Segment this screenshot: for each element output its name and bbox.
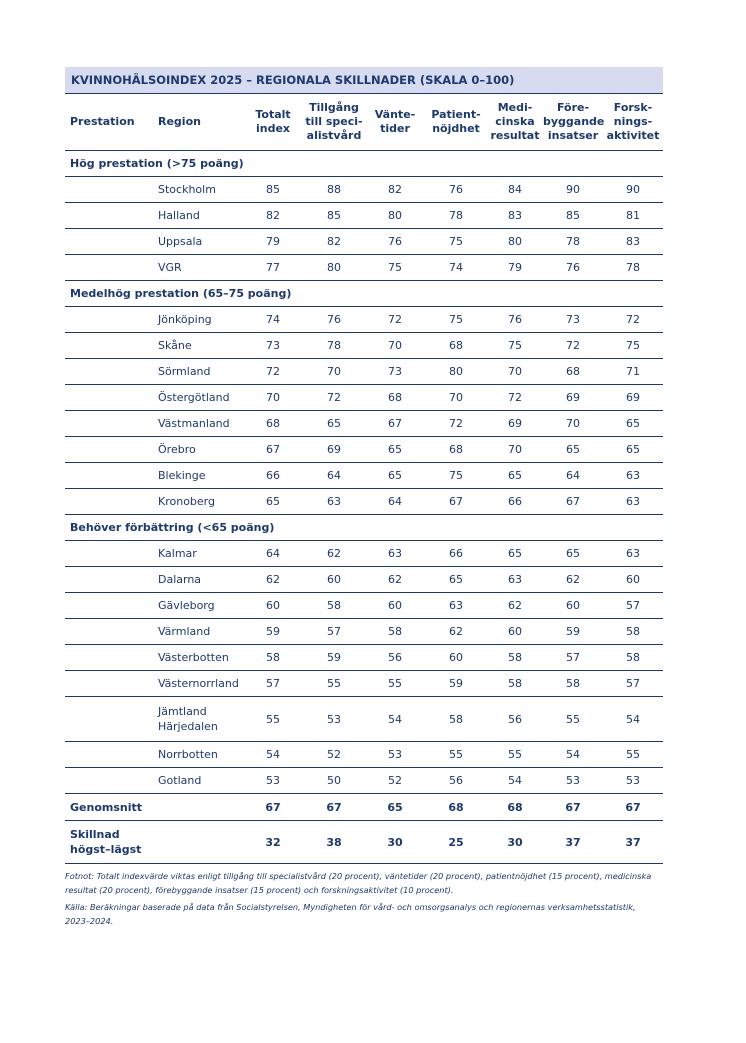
header-row: [65, 94, 663, 151]
value-cell: 62: [425, 619, 487, 645]
table-row: [65, 541, 663, 567]
prestation-cell: [65, 437, 153, 463]
prestation-cell: [65, 463, 153, 489]
index-table-container: [65, 67, 663, 864]
value-cell: 75: [425, 307, 487, 333]
region-cell: Jämtland Härjedalen: [153, 697, 243, 742]
value-cell: 67: [365, 411, 425, 437]
value-cell: 75: [365, 255, 425, 281]
value-cell: 66: [487, 489, 543, 515]
value-cell: 59: [543, 619, 603, 645]
value-cell: 63: [425, 593, 487, 619]
value-cell: 85: [543, 203, 603, 229]
header-prestation: Prestation: [65, 94, 153, 151]
header-col-2: Vänte- tider: [365, 94, 425, 151]
section-row: [65, 515, 663, 541]
region-cell: Uppsala: [153, 229, 243, 255]
value-cell: 55: [243, 697, 303, 742]
region-cell: Norrbotten: [153, 742, 243, 768]
section-row: [65, 151, 663, 177]
table-row: [65, 697, 663, 742]
header-region: Region: [153, 94, 243, 151]
value-cell: 78: [425, 203, 487, 229]
prestation-cell: [65, 593, 153, 619]
section-label: Behöver förbättring (<65 poäng): [65, 515, 663, 541]
value-cell: 75: [603, 333, 663, 359]
value-cell: 80: [487, 229, 543, 255]
value-cell: 63: [603, 463, 663, 489]
table-row: [65, 567, 663, 593]
value-cell: 74: [425, 255, 487, 281]
difference-value: 32: [243, 821, 303, 864]
value-cell: 55: [425, 742, 487, 768]
table-row: [65, 671, 663, 697]
value-cell: 58: [487, 645, 543, 671]
prestation-cell: [65, 307, 153, 333]
region-cell: Örebro: [153, 437, 243, 463]
region-cell: Västmanland: [153, 411, 243, 437]
value-cell: 65: [243, 489, 303, 515]
average-value: 68: [487, 794, 543, 821]
average-value: 65: [365, 794, 425, 821]
section-label: Medelhög prestation (65–75 poäng): [65, 281, 663, 307]
table-row: [65, 203, 663, 229]
header-col-5: Före- byggande insatser: [543, 94, 603, 151]
value-cell: 62: [365, 567, 425, 593]
value-cell: 68: [543, 359, 603, 385]
value-cell: 72: [425, 411, 487, 437]
value-cell: 54: [487, 768, 543, 794]
value-cell: 55: [365, 671, 425, 697]
region-cell: Halland: [153, 203, 243, 229]
value-cell: 72: [543, 333, 603, 359]
value-cell: 85: [303, 203, 365, 229]
region-cell: Jönköping: [153, 307, 243, 333]
value-cell: 57: [243, 671, 303, 697]
value-cell: 54: [603, 697, 663, 742]
table-row: [65, 255, 663, 281]
value-cell: 55: [543, 697, 603, 742]
value-cell: 62: [243, 567, 303, 593]
value-cell: 70: [487, 437, 543, 463]
value-cell: 72: [365, 307, 425, 333]
prestation-cell: [65, 177, 153, 203]
value-cell: 82: [365, 177, 425, 203]
value-cell: 72: [243, 359, 303, 385]
table-row: [65, 742, 663, 768]
prestation-cell: [65, 742, 153, 768]
average-value: 67: [303, 794, 365, 821]
value-cell: 72: [487, 385, 543, 411]
value-cell: 65: [487, 541, 543, 567]
table-row: [65, 437, 663, 463]
value-cell: 60: [487, 619, 543, 645]
value-cell: 67: [243, 437, 303, 463]
average-value: 67: [543, 794, 603, 821]
value-cell: 74: [243, 307, 303, 333]
value-cell: 90: [543, 177, 603, 203]
header-col-0: Totalt index: [243, 94, 303, 151]
value-cell: 55: [303, 671, 365, 697]
table-row: [65, 593, 663, 619]
value-cell: 70: [303, 359, 365, 385]
value-cell: 80: [425, 359, 487, 385]
value-cell: 71: [603, 359, 663, 385]
value-cell: 63: [487, 567, 543, 593]
value-cell: 59: [303, 645, 365, 671]
value-cell: 60: [425, 645, 487, 671]
region-cell: Blekinge: [153, 463, 243, 489]
value-cell: 54: [365, 697, 425, 742]
value-cell: 57: [303, 619, 365, 645]
footnote: Fotnot: Totalt indexvärde viktas enligt tillgång till specialistvård (20 procent), väntetider (20 procent), patientnöjdhet (15 procent), medicinska resultat (20 procent), förebyggande insatser (15 procent) och forskningsaktivitet (10 procent).: [65, 871, 652, 895]
region-cell: Kalmar: [153, 541, 243, 567]
value-cell: 75: [425, 463, 487, 489]
value-cell: 65: [425, 567, 487, 593]
table-title: KVINNOHÄLSOINDEX 2025 – REGIONALA SKILLNADER (SKALA 0–100): [65, 67, 663, 93]
value-cell: 55: [603, 742, 663, 768]
average-value: 68: [425, 794, 487, 821]
region-cell: Gotland: [153, 768, 243, 794]
value-cell: 75: [487, 333, 543, 359]
value-cell: 60: [603, 567, 663, 593]
value-cell: 70: [487, 359, 543, 385]
value-cell: 56: [487, 697, 543, 742]
value-cell: 66: [243, 463, 303, 489]
value-cell: 62: [303, 541, 365, 567]
value-cell: 63: [303, 489, 365, 515]
prestation-cell: [65, 567, 153, 593]
value-cell: 70: [425, 385, 487, 411]
value-cell: 65: [487, 463, 543, 489]
table-row: [65, 645, 663, 671]
value-cell: 82: [303, 229, 365, 255]
prestation-cell: [65, 768, 153, 794]
prestation-cell: [65, 333, 153, 359]
region-cell: Gävleborg: [153, 593, 243, 619]
difference-value: 30: [365, 821, 425, 864]
value-cell: 58: [543, 671, 603, 697]
table-row: [65, 229, 663, 255]
value-cell: 50: [303, 768, 365, 794]
difference-value: 38: [303, 821, 365, 864]
value-cell: 62: [487, 593, 543, 619]
value-cell: 77: [243, 255, 303, 281]
table-row: [65, 489, 663, 515]
value-cell: 68: [365, 385, 425, 411]
value-cell: 68: [425, 333, 487, 359]
value-cell: 65: [543, 437, 603, 463]
table-row: [65, 333, 663, 359]
prestation-cell: [65, 619, 153, 645]
difference-value: 25: [425, 821, 487, 864]
value-cell: 69: [303, 437, 365, 463]
region-cell: Dalarna: [153, 567, 243, 593]
value-cell: 58: [603, 619, 663, 645]
value-cell: 70: [243, 385, 303, 411]
average-value: 67: [243, 794, 303, 821]
value-cell: 67: [425, 489, 487, 515]
header-col-4: Medi- cinska resultat: [487, 94, 543, 151]
value-cell: 60: [303, 567, 365, 593]
section-row: [65, 281, 663, 307]
value-cell: 60: [243, 593, 303, 619]
value-cell: 52: [303, 742, 365, 768]
value-cell: 90: [603, 177, 663, 203]
value-cell: 70: [365, 333, 425, 359]
value-cell: 53: [603, 768, 663, 794]
prestation-cell: [65, 697, 153, 742]
table-row: [65, 411, 663, 437]
value-cell: 83: [603, 229, 663, 255]
prestation-cell: [65, 385, 153, 411]
value-cell: 84: [487, 177, 543, 203]
table-notes: [65, 870, 663, 932]
value-cell: 65: [603, 437, 663, 463]
value-cell: 52: [365, 768, 425, 794]
value-cell: 64: [365, 489, 425, 515]
value-cell: 75: [425, 229, 487, 255]
value-cell: 57: [603, 671, 663, 697]
region-cell: Stockholm: [153, 177, 243, 203]
value-cell: 79: [243, 229, 303, 255]
table-row: [65, 619, 663, 645]
value-cell: 76: [487, 307, 543, 333]
value-cell: 53: [365, 742, 425, 768]
prestation-cell: [65, 255, 153, 281]
value-cell: 58: [303, 593, 365, 619]
value-cell: 59: [425, 671, 487, 697]
prestation-cell: [65, 229, 153, 255]
value-cell: 69: [543, 385, 603, 411]
region-cell: Västernorrland: [153, 671, 243, 697]
value-cell: 69: [603, 385, 663, 411]
prestation-cell: [65, 489, 153, 515]
value-cell: 60: [365, 593, 425, 619]
value-cell: 58: [365, 619, 425, 645]
table-row: [65, 359, 663, 385]
value-cell: 65: [365, 437, 425, 463]
value-cell: 57: [543, 645, 603, 671]
value-cell: 54: [543, 742, 603, 768]
value-cell: 65: [303, 411, 365, 437]
value-cell: 76: [365, 229, 425, 255]
value-cell: 85: [243, 177, 303, 203]
region-cell: Skåne: [153, 333, 243, 359]
average-value: 67: [603, 794, 663, 821]
value-cell: 76: [303, 307, 365, 333]
value-cell: 76: [543, 255, 603, 281]
value-cell: 66: [425, 541, 487, 567]
header-col-1: Tillgång till speci- alistvård: [303, 94, 365, 151]
value-cell: 58: [603, 645, 663, 671]
value-cell: 55: [487, 742, 543, 768]
region-cell: Västerbotten: [153, 645, 243, 671]
value-cell: 65: [365, 463, 425, 489]
region-cell: Kronoberg: [153, 489, 243, 515]
regional-index-table: [65, 93, 663, 864]
value-cell: 59: [243, 619, 303, 645]
table-row: [65, 177, 663, 203]
value-cell: 79: [487, 255, 543, 281]
value-cell: 76: [425, 177, 487, 203]
value-cell: 56: [365, 645, 425, 671]
value-cell: 64: [543, 463, 603, 489]
value-cell: 65: [603, 411, 663, 437]
value-cell: 60: [543, 593, 603, 619]
value-cell: 80: [365, 203, 425, 229]
value-cell: 72: [603, 307, 663, 333]
value-cell: 81: [603, 203, 663, 229]
prestation-cell: [65, 359, 153, 385]
average-label: Genomsnitt: [65, 794, 243, 821]
value-cell: 80: [303, 255, 365, 281]
value-cell: 63: [603, 489, 663, 515]
value-cell: 64: [303, 463, 365, 489]
value-cell: 63: [603, 541, 663, 567]
difference-value: 30: [487, 821, 543, 864]
difference-label: Skillnad högst–lägst: [65, 821, 243, 864]
average-row: [65, 794, 663, 821]
value-cell: 65: [543, 541, 603, 567]
value-cell: 68: [243, 411, 303, 437]
value-cell: 54: [243, 742, 303, 768]
prestation-cell: [65, 645, 153, 671]
value-cell: 68: [425, 437, 487, 463]
value-cell: 56: [425, 768, 487, 794]
value-cell: 78: [303, 333, 365, 359]
value-cell: 88: [303, 177, 365, 203]
value-cell: 63: [365, 541, 425, 567]
value-cell: 62: [543, 567, 603, 593]
section-label: Hög prestation (>75 poäng): [65, 151, 663, 177]
difference-value: 37: [603, 821, 663, 864]
value-cell: 58: [425, 697, 487, 742]
region-cell: Sörmland: [153, 359, 243, 385]
difference-row: [65, 821, 663, 864]
value-cell: 53: [543, 768, 603, 794]
header-col-3: Patient- nöjdhet: [425, 94, 487, 151]
prestation-cell: [65, 541, 153, 567]
region-cell: Värmland: [153, 619, 243, 645]
value-cell: 73: [543, 307, 603, 333]
value-cell: 58: [243, 645, 303, 671]
prestation-cell: [65, 671, 153, 697]
prestation-cell: [65, 411, 153, 437]
header-col-6: Forsk- nings- aktivitet: [603, 94, 663, 151]
value-cell: 64: [243, 541, 303, 567]
region-cell: Östergötland: [153, 385, 243, 411]
value-cell: 70: [543, 411, 603, 437]
value-cell: 57: [603, 593, 663, 619]
value-cell: 78: [543, 229, 603, 255]
region-cell: VGR: [153, 255, 243, 281]
table-row: [65, 463, 663, 489]
source-note: Källa: Beräkningar baserade på data från Socialstyrelsen, Myndigheten för vård- och omsorgsanalys och regionernas verksamhetsstatistik, 2023–2024.: [65, 902, 636, 926]
value-cell: 73: [365, 359, 425, 385]
value-cell: 72: [303, 385, 365, 411]
value-cell: 83: [487, 203, 543, 229]
difference-value: 37: [543, 821, 603, 864]
value-cell: 69: [487, 411, 543, 437]
value-cell: 53: [243, 768, 303, 794]
prestation-cell: [65, 203, 153, 229]
value-cell: 53: [303, 697, 365, 742]
value-cell: 82: [243, 203, 303, 229]
table-row: [65, 768, 663, 794]
value-cell: 58: [487, 671, 543, 697]
value-cell: 73: [243, 333, 303, 359]
table-row: [65, 307, 663, 333]
table-row: [65, 385, 663, 411]
value-cell: 78: [603, 255, 663, 281]
value-cell: 67: [543, 489, 603, 515]
